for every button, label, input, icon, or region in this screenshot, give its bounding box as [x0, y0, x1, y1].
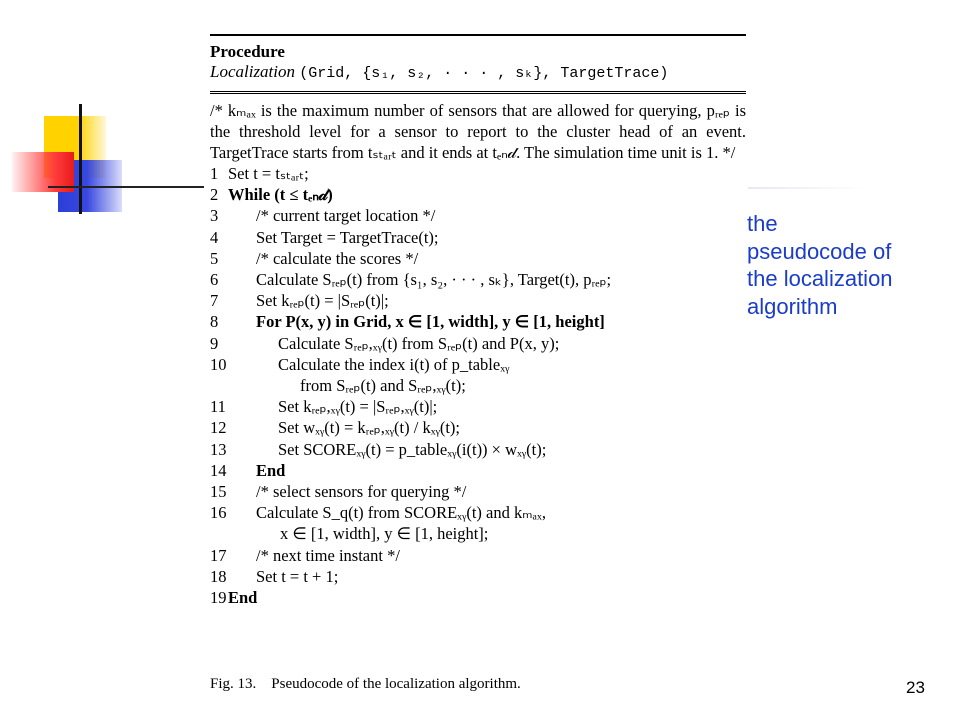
figure-caption: Fig. 13. Pseudocode of the localization algorithm.	[210, 676, 521, 692]
code-line: 3 /* current target location */	[210, 206, 436, 226]
code-lines	[210, 163, 746, 608]
pseudocode-figure	[210, 34, 746, 608]
procedure-label: Procedure	[210, 42, 285, 61]
signature-rule-double	[210, 93, 746, 94]
procedure-args: (Grid, {s₁, s₂, · · · , sₖ}, TargetTrace)	[299, 65, 669, 82]
code-line: 6 Calculate Sᵣₑₚ(t) from {s₁, s₂, · · · , sₖ}, Target(t), pᵣₑₚ;	[210, 270, 612, 290]
code-line: 14 End	[210, 460, 286, 480]
code-line: 10 Calculate the index i(t) of p_tableₓᵧ	[210, 354, 510, 374]
side-note-line: pseudocode of	[747, 238, 892, 264]
side-note-line: algorithm	[747, 293, 838, 319]
code-line: 19End	[210, 588, 258, 608]
top-rule	[210, 34, 746, 36]
code-line: from Sᵣₑₚ(t) and Sᵣₑₚ,ₓᵧ(t);	[300, 376, 466, 396]
procedure-name: Localization	[210, 62, 296, 81]
code-line: 16 Calculate S_q(t) from SCOREₓᵧ(t) and kₘₐₓ,	[210, 503, 546, 523]
decor-right-line	[748, 187, 866, 189]
code-line: 7 Set kᵣₑₚ(t) = |Sᵣₑₚ(t)|;	[210, 291, 389, 311]
procedure-signature	[210, 61, 746, 85]
page-number: 23	[906, 678, 925, 697]
code-line: 2 While (t ≤ tₑₙ𝒹)	[210, 185, 333, 205]
code-line: 11 Set kᵣₑₚ,ₓᵧ(t) = |Sᵣₑₚ,ₓᵧ(t)|;	[210, 397, 438, 417]
code-line: 12 Set wₓᵧ(t) = kᵣₑₚ,ₓᵧ(t) / kₓᵧ(t);	[210, 418, 461, 438]
decor-horizontal-line	[48, 186, 204, 188]
code-line: 8 For P(x, y) in Grid, x ∈ [1, width], y ∈ [1, height]	[210, 312, 605, 332]
side-note	[747, 210, 947, 320]
code-line: 17 /* next time instant */	[210, 545, 400, 565]
side-note-line: the	[747, 211, 778, 236]
code-line: 1 Set t = tₛₜₐᵣₜ;	[210, 164, 309, 183]
code-line: 9 Calculate Sᵣₑₚ,ₓᵧ(t) from Sᵣₑₚ(t) and P(x, y);	[210, 333, 560, 353]
code-line: 4 Set Target = TargetTrace(t);	[210, 227, 439, 247]
code-line: 13 Set SCOREₓᵧ(t) = p_tableₓᵧ(i(t)) × wₓᵧ(t);	[210, 439, 547, 459]
signature-rule	[210, 91, 746, 92]
code-line: 15 /* select sensors for querying */	[210, 482, 467, 502]
decor-vertical-line	[79, 104, 82, 214]
code-line: x ∈ [1, width], y ∈ [1, height];	[280, 524, 489, 544]
code-line: 5 /* calculate the scores */	[210, 248, 419, 268]
side-note-line: the localization	[747, 266, 893, 291]
code-line: 18 Set t = t + 1;	[210, 566, 339, 586]
preamble-comment: /* kₘₐₓ is the maximum number of sensors that are allowed for querying, pᵣₑₚ is the threshold level for a sensor to report to the cluster head of an event. TargetTrace starts from tₛₜₐᵣₜ and it ends at tₑₙ𝒹. The simulation time unit is 1. */	[210, 101, 746, 162]
